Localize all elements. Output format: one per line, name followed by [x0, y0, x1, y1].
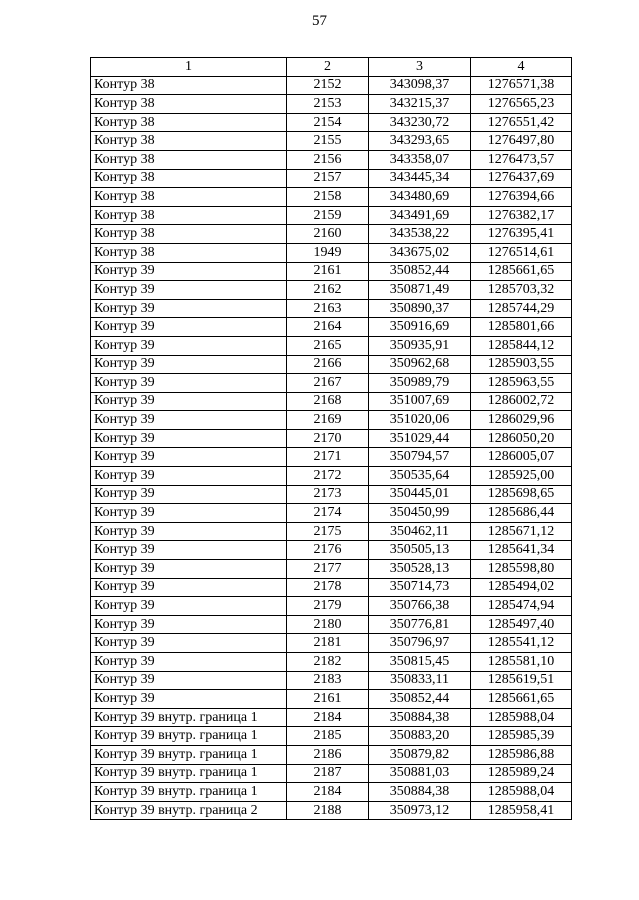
table-row [91, 374, 572, 393]
contour-name-cell: Контур 38 [91, 243, 287, 262]
table-row [91, 411, 572, 430]
y-coordinate-cell: 1285963,55 [471, 374, 572, 393]
contour-name-cell: Контур 39 внутр. граница 2 [91, 801, 287, 820]
y-coordinate-cell: 1285581,10 [471, 653, 572, 672]
y-coordinate-cell: 1285801,66 [471, 318, 572, 337]
contour-name-cell: Контур 39 внутр. граница 1 [91, 708, 287, 727]
point-number-cell: 2155 [287, 132, 369, 151]
table-row [91, 764, 572, 783]
header-row [91, 58, 572, 77]
column-header-3: 3 [369, 58, 471, 77]
y-coordinate-cell: 1276382,17 [471, 206, 572, 225]
table-row [91, 708, 572, 727]
x-coordinate-cell: 350881,03 [369, 764, 471, 783]
table-row [91, 169, 572, 188]
y-coordinate-cell: 1285541,12 [471, 634, 572, 653]
table-row [91, 448, 572, 467]
y-coordinate-cell: 1286002,72 [471, 392, 572, 411]
x-coordinate-cell: 343293,65 [369, 132, 471, 151]
point-number-cell: 2154 [287, 113, 369, 132]
table-row [91, 355, 572, 374]
table-row [91, 281, 572, 300]
contour-name-cell: Контур 38 [91, 169, 287, 188]
point-number-cell: 2183 [287, 671, 369, 690]
y-coordinate-cell: 1285989,24 [471, 764, 572, 783]
x-coordinate-cell: 350879,82 [369, 745, 471, 764]
column-header-4: 4 [471, 58, 572, 77]
table-row [91, 467, 572, 486]
x-coordinate-cell: 343230,72 [369, 113, 471, 132]
point-number-cell: 2160 [287, 225, 369, 244]
x-coordinate-cell: 350450,99 [369, 504, 471, 523]
contour-name-cell: Контур 39 [91, 318, 287, 337]
contour-name-cell: Контур 39 [91, 504, 287, 523]
contour-name-cell: Контур 38 [91, 206, 287, 225]
x-coordinate-cell: 350445,01 [369, 485, 471, 504]
contour-name-cell: Контур 39 [91, 262, 287, 281]
x-coordinate-cell: 343098,37 [369, 76, 471, 95]
point-number-cell: 2184 [287, 708, 369, 727]
table-row [91, 783, 572, 802]
table-row [91, 597, 572, 616]
table-row [91, 801, 572, 820]
x-coordinate-cell: 350852,44 [369, 690, 471, 709]
table-row [91, 336, 572, 355]
table-row [91, 318, 572, 337]
x-coordinate-cell: 351029,44 [369, 429, 471, 448]
x-coordinate-cell: 350714,73 [369, 578, 471, 597]
y-coordinate-cell: 1276551,42 [471, 113, 572, 132]
point-number-cell: 2187 [287, 764, 369, 783]
y-coordinate-cell: 1276395,41 [471, 225, 572, 244]
column-header-2: 2 [287, 58, 369, 77]
point-number-cell: 2164 [287, 318, 369, 337]
table-row [91, 560, 572, 579]
y-coordinate-cell: 1285988,04 [471, 783, 572, 802]
point-number-cell: 2169 [287, 411, 369, 430]
point-number-cell: 2181 [287, 634, 369, 653]
x-coordinate-cell: 350815,45 [369, 653, 471, 672]
contour-name-cell: Контур 39 [91, 690, 287, 709]
y-coordinate-cell: 1286029,96 [471, 411, 572, 430]
coordinates-table [90, 57, 572, 820]
contour-name-cell: Контур 39 [91, 560, 287, 579]
contour-name-cell: Контур 39 [91, 336, 287, 355]
y-coordinate-cell: 1285703,32 [471, 281, 572, 300]
table-row [91, 615, 572, 634]
contour-name-cell: Контур 39 [91, 467, 287, 486]
table-row [91, 262, 572, 281]
x-coordinate-cell: 350935,91 [369, 336, 471, 355]
table-row [91, 225, 572, 244]
table-row [91, 95, 572, 114]
y-coordinate-cell: 1276473,57 [471, 150, 572, 169]
x-coordinate-cell: 350505,13 [369, 541, 471, 560]
point-number-cell: 2168 [287, 392, 369, 411]
contour-name-cell: Контур 39 внутр. граница 1 [91, 783, 287, 802]
point-number-cell: 2167 [287, 374, 369, 393]
point-number-cell: 2178 [287, 578, 369, 597]
y-coordinate-cell: 1285661,65 [471, 690, 572, 709]
y-coordinate-cell: 1276565,23 [471, 95, 572, 114]
table-row [91, 522, 572, 541]
contour-name-cell: Контур 39 [91, 429, 287, 448]
y-coordinate-cell: 1286005,07 [471, 448, 572, 467]
table-row [91, 541, 572, 560]
point-number-cell: 2179 [287, 597, 369, 616]
contour-name-cell: Контур 39 [91, 299, 287, 318]
point-number-cell: 2165 [287, 336, 369, 355]
point-number-cell: 2182 [287, 653, 369, 672]
x-coordinate-cell: 343215,37 [369, 95, 471, 114]
x-coordinate-cell: 343480,69 [369, 188, 471, 207]
point-number-cell: 2161 [287, 690, 369, 709]
x-coordinate-cell: 350852,44 [369, 262, 471, 281]
x-coordinate-cell: 350528,13 [369, 560, 471, 579]
x-coordinate-cell: 343445,34 [369, 169, 471, 188]
contour-name-cell: Контур 39 [91, 615, 287, 634]
x-coordinate-cell: 343538,22 [369, 225, 471, 244]
table-row [91, 634, 572, 653]
contour-name-cell: Контур 39 [91, 541, 287, 560]
y-coordinate-cell: 1285661,65 [471, 262, 572, 281]
point-number-cell: 2157 [287, 169, 369, 188]
x-coordinate-cell: 351007,69 [369, 392, 471, 411]
contour-name-cell: Контур 38 [91, 225, 287, 244]
point-number-cell: 1949 [287, 243, 369, 262]
table-row [91, 188, 572, 207]
point-number-cell: 2172 [287, 467, 369, 486]
table-body [91, 76, 572, 820]
table-row [91, 150, 572, 169]
x-coordinate-cell: 350535,64 [369, 467, 471, 486]
contour-name-cell: Контур 39 [91, 448, 287, 467]
y-coordinate-cell: 1285844,12 [471, 336, 572, 355]
x-coordinate-cell: 350871,49 [369, 281, 471, 300]
contour-name-cell: Контур 39 [91, 671, 287, 690]
point-number-cell: 2162 [287, 281, 369, 300]
table-row [91, 132, 572, 151]
x-coordinate-cell: 350916,69 [369, 318, 471, 337]
y-coordinate-cell: 1276571,38 [471, 76, 572, 95]
table-row [91, 113, 572, 132]
contour-name-cell: Контур 39 [91, 355, 287, 374]
y-coordinate-cell: 1285494,02 [471, 578, 572, 597]
point-number-cell: 2153 [287, 95, 369, 114]
y-coordinate-cell: 1276514,61 [471, 243, 572, 262]
table-row [91, 206, 572, 225]
y-coordinate-cell: 1285641,34 [471, 541, 572, 560]
y-coordinate-cell: 1285474,94 [471, 597, 572, 616]
x-coordinate-cell: 350973,12 [369, 801, 471, 820]
y-coordinate-cell: 1285988,04 [471, 708, 572, 727]
y-coordinate-cell: 1286050,20 [471, 429, 572, 448]
contour-name-cell: Контур 39 [91, 578, 287, 597]
point-number-cell: 2188 [287, 801, 369, 820]
x-coordinate-cell: 343675,02 [369, 243, 471, 262]
point-number-cell: 2156 [287, 150, 369, 169]
contour-name-cell: Контур 39 [91, 374, 287, 393]
point-number-cell: 2180 [287, 615, 369, 634]
y-coordinate-cell: 1276394,66 [471, 188, 572, 207]
y-coordinate-cell: 1285744,29 [471, 299, 572, 318]
y-coordinate-cell: 1285925,00 [471, 467, 572, 486]
table-row [91, 243, 572, 262]
contour-name-cell: Контур 39 [91, 597, 287, 616]
y-coordinate-cell: 1285903,55 [471, 355, 572, 374]
x-coordinate-cell: 350989,79 [369, 374, 471, 393]
point-number-cell: 2186 [287, 745, 369, 764]
contour-name-cell: Контур 39 [91, 634, 287, 653]
contour-name-cell: Контур 38 [91, 188, 287, 207]
x-coordinate-cell: 350884,38 [369, 783, 471, 802]
point-number-cell: 2175 [287, 522, 369, 541]
point-number-cell: 2177 [287, 560, 369, 579]
y-coordinate-cell: 1276497,80 [471, 132, 572, 151]
point-number-cell: 2174 [287, 504, 369, 523]
table-row [91, 485, 572, 504]
y-coordinate-cell: 1285698,65 [471, 485, 572, 504]
x-coordinate-cell: 350776,81 [369, 615, 471, 634]
y-coordinate-cell: 1285986,88 [471, 745, 572, 764]
contour-name-cell: Контур 39 [91, 281, 287, 300]
y-coordinate-cell: 1276437,69 [471, 169, 572, 188]
point-number-cell: 2159 [287, 206, 369, 225]
x-coordinate-cell: 350884,38 [369, 708, 471, 727]
contour-name-cell: Контур 38 [91, 95, 287, 114]
point-number-cell: 2152 [287, 76, 369, 95]
contour-name-cell: Контур 39 [91, 653, 287, 672]
contour-name-cell: Контур 38 [91, 76, 287, 95]
table-row [91, 727, 572, 746]
x-coordinate-cell: 351020,06 [369, 411, 471, 430]
contour-name-cell: Контур 39 [91, 522, 287, 541]
y-coordinate-cell: 1285598,80 [471, 560, 572, 579]
point-number-cell: 2166 [287, 355, 369, 374]
table-row [91, 578, 572, 597]
point-number-cell: 2161 [287, 262, 369, 281]
point-number-cell: 2171 [287, 448, 369, 467]
x-coordinate-cell: 343491,69 [369, 206, 471, 225]
table-row [91, 745, 572, 764]
y-coordinate-cell: 1285985,39 [471, 727, 572, 746]
y-coordinate-cell: 1285686,44 [471, 504, 572, 523]
contour-name-cell: Контур 39 внутр. граница 1 [91, 745, 287, 764]
table-row [91, 504, 572, 523]
table-row [91, 429, 572, 448]
column-header-1: 1 [91, 58, 287, 77]
contour-name-cell: Контур 39 [91, 411, 287, 430]
page-number: 57 [312, 13, 327, 29]
point-number-cell: 2170 [287, 429, 369, 448]
x-coordinate-cell: 350796,97 [369, 634, 471, 653]
x-coordinate-cell: 350462,11 [369, 522, 471, 541]
y-coordinate-cell: 1285671,12 [471, 522, 572, 541]
table-row [91, 76, 572, 95]
x-coordinate-cell: 350890,37 [369, 299, 471, 318]
x-coordinate-cell: 350766,38 [369, 597, 471, 616]
table-row [91, 392, 572, 411]
point-number-cell: 2158 [287, 188, 369, 207]
y-coordinate-cell: 1285497,40 [471, 615, 572, 634]
x-coordinate-cell: 350962,68 [369, 355, 471, 374]
contour-name-cell: Контур 39 внутр. граница 1 [91, 764, 287, 783]
table-row [91, 653, 572, 672]
point-number-cell: 2176 [287, 541, 369, 560]
x-coordinate-cell: 350833,11 [369, 671, 471, 690]
contour-name-cell: Контур 38 [91, 113, 287, 132]
contour-name-cell: Контур 39 [91, 485, 287, 504]
contour-name-cell: Контур 39 внутр. граница 1 [91, 727, 287, 746]
x-coordinate-cell: 343358,07 [369, 150, 471, 169]
point-number-cell: 2173 [287, 485, 369, 504]
table-row [91, 671, 572, 690]
point-number-cell: 2184 [287, 783, 369, 802]
point-number-cell: 2185 [287, 727, 369, 746]
y-coordinate-cell: 1285619,51 [471, 671, 572, 690]
x-coordinate-cell: 350883,20 [369, 727, 471, 746]
contour-name-cell: Контур 38 [91, 150, 287, 169]
table-row [91, 299, 572, 318]
y-coordinate-cell: 1285958,41 [471, 801, 572, 820]
point-number-cell: 2163 [287, 299, 369, 318]
contour-name-cell: Контур 39 [91, 392, 287, 411]
x-coordinate-cell: 350794,57 [369, 448, 471, 467]
contour-name-cell: Контур 38 [91, 132, 287, 151]
table-row [91, 690, 572, 709]
